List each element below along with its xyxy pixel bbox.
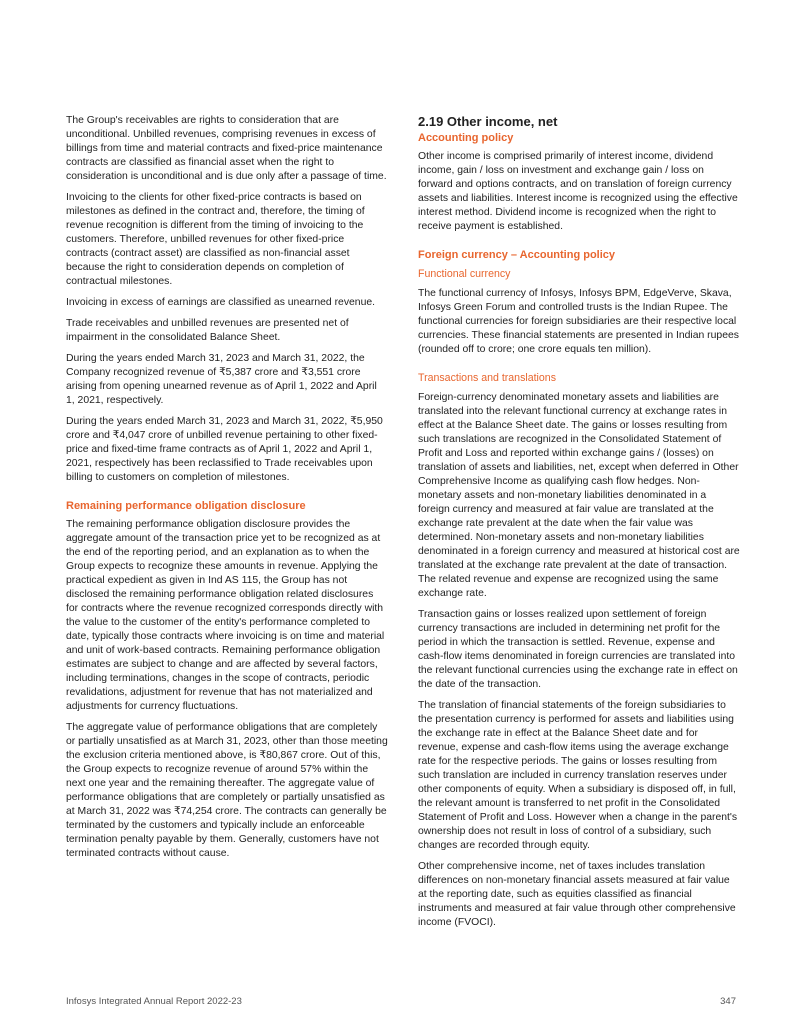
translation-paragraph: Foreign-currency denominated monetary assets and liabilities are translated into the relevant functional currency at exchange rates in effect at the Balance Sheet date. The gains or losses resulting from such translations are recognized in the Consolidated Statement of Profit and Loss and reported within exchange gains / (losses) on translation of assets and liabilities, net, except when deferred in Other Comprehensive Income as qualifying cash flow hedges. Non-monetary assets and non-monetary liabilities denominated in a foreign currency and measured at fair value are translated at the exchange rate prevalent at the date when the fair value was determined. Non-monetary assets and non-monetary liabilities denominated in a foreign currency and measured at historical cost are translated at the exchange rate prevalent at the date of transaction. The related revenue and expense are recognized using the same exchange rate. [418,392,740,599]
page-number: 347 [720,996,736,1007]
unearned-revenue-paragraph: Invoicing in excess of earnings are classified as unearned revenue. [66,297,376,308]
right-column [418,114,740,937]
other-income-paragraph: Other income is comprised primarily of interest income, dividend income, gain / loss on investment and exchange gain / loss on forward and options contracts, and on translation of foreign currency assets and liabilities. Interest income is recognized using the effective interest method. Dividend income is recognized when the right to receive payment is established. [418,151,738,232]
rpo-paragraph: The remaining performance obligation disclosure provides the aggregate amount of the transaction price yet to be recognized as at the end of the reporting period, and an explanation as to when the Group expects to recognize these amounts in revenue. Applying the practical expedient as given in Ind AS 115, the Group has not disclosed the remaining performance obligation related disclosures for contracts where the revenue recognized corresponds directly with the value to the customer of the entity's performance completed to date, typically those contracts where invoicing is on time and material and unit of work-based contracts. Remaining performance obligation estimates are subject to change and are affected by several factors, including terminations, changes in the scope of contracts, periodic revalidations, adjustment for revenue that has not materialized and adjustments for currency fluctuations. [66,519,385,712]
transaction-gains-paragraph: Transaction gains or losses realized upon settlement of foreign currency transactions are included in determining net profit for the period in which the transaction is settled. Revenue, expense and cash-flow items denominated in foreign currencies are translated into the relevant functional currencies using the exchange rate in effect on the date of the transaction. [418,609,738,690]
invoicing-paragraph: Invoicing to the clients for other fixed-price contracts is based on milestones as defined in the contract and, therefore, the timing of revenue recognition is different from the timing of invoicing to the customers. Therefore, unbilled revenues for other fixed-price contracts (contract asset) are classified as non-financial asset because the right to consideration depends on completion of contractual milestones. [66,192,365,287]
recognized-revenue-paragraph: During the years ended March 31, 2023 and March 31, 2022, the Company recognized revenue of ₹5,387 crore and ₹3,551 crore arising from opening unearned revenue as of April 1, 2022 and April 1, 2021, respectively. [66,353,377,406]
footer-report-name: Infosys Integrated Annual Report 2022-23 [66,996,242,1007]
trade-receivables-paragraph: Trade receivables and unbilled revenues are presented net of impairment in the consolidated Balance Sheet. [66,318,349,343]
accounting-policy-heading: Accounting policy [418,132,514,144]
left-column [66,114,388,868]
receivables-paragraph: The Group's receivables are rights to consideration that are unconditional. Unbilled revenues, comprising revenues in excess of billings from time and material contracts and fixed-price maintenance contracts are classified as financial asset when the right to consideration is unconditional and is due only after a passage of time. [66,115,387,182]
aggregate-value-paragraph: The aggregate value of performance obligations that are completely or partially unsatisfied as at March 31, 2023, other than those meeting the exclusion criteria mentioned above, is ₹80,867 crore. Out of this, the Group expects to recognize revenue of around 57% within the next one year and the remaining thereafter. The aggregate value of performance obligations that are completely or partially unsatisfied as at March 31, 2022 was ₹74,254 crore. The contracts can generally be terminated by the customers and typically include an enforceable termination penalty payable by them. Generally, customers have not terminated contracts without cause. [66,722,388,859]
functional-currency-paragraph: The functional currency of Infosys, Infosys BPM, EdgeVerve, Skava, Infosys Green Forum and controlled trusts is the Indian Rupee. The functional currencies for foreign subsidiaries are their respective local currencies. These financial statements are presented in Indian rupees (rounded off to crore; one crore equals ten million). [418,288,739,355]
rpo-heading: Remaining performance obligation disclosure [66,500,306,512]
foreign-currency-heading: Foreign currency – Accounting policy [418,249,616,261]
subsidiary-translation-paragraph: The translation of financial statements of the foreign subsidiaries to the presentation currency is performed for assets and liabilities using the exchange rate in effect at the Balance Sheet date and for revenue, expense and cash-flow items using the average exchange rate for the respective periods. The gains or losses resulting from such translation are included in currency translation reserves under other components of equity. When a subsidiary is disposed off, in full, the relevant amount is transferred to net profit in the Consolidated Statement of Profit and Loss. However when a change in the parent's ownership does not result in loss of control of a subsidiary, such changes are recorded through equity. [418,700,738,851]
unbilled-revenue-paragraph: During the years ended March 31, 2023 and March 31, 2022, ₹5,950 crore and ₹4,047 crore of unbilled revenue pertaining to other fixed-price and fixed-time frame contracts as of April 1, 2022 and April 1, 2021, respectively has been reclassified to Trade receivables upon billing to customers on completion of milestones. [66,416,383,483]
section-title: 2.19 Other income, net [418,114,558,129]
transactions-heading: Transactions and translations [418,372,556,384]
oci-paragraph: Other comprehensive income, net of taxes includes translation differences on non-monetary financial assets measured at fair value at the reporting date, such as equities classified as financial instruments and measured at fair value through other comprehensive income (FVOCI). [418,861,736,928]
functional-currency-heading: Functional currency [418,268,511,280]
